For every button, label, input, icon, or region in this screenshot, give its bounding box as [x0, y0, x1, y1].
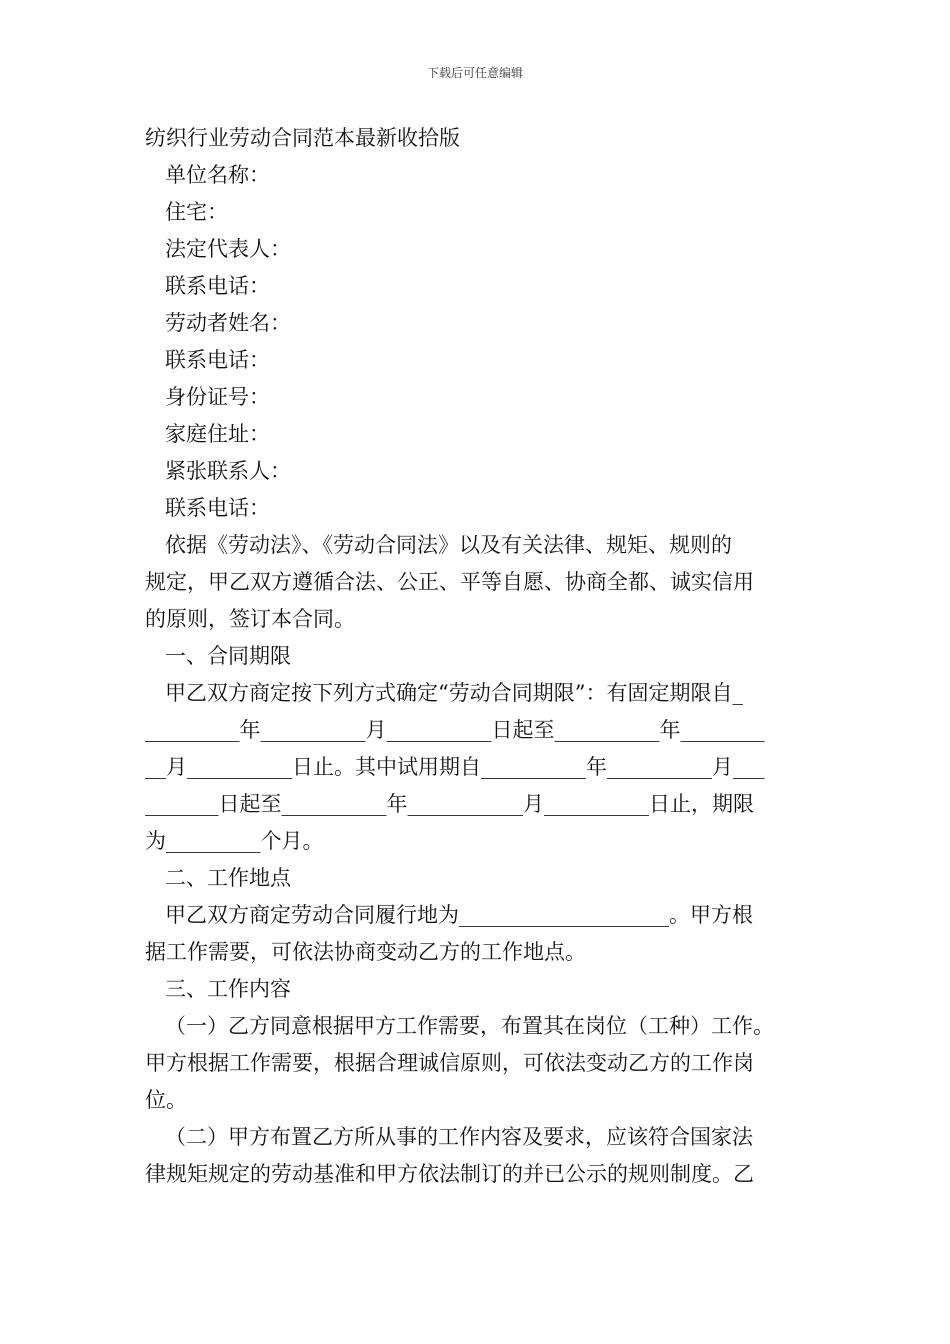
job-content-line: 甲方根据工作需要，根据合理诚信原则，可依法变动乙方的工作岗	[145, 1051, 754, 1075]
intro-line: 规定，甲乙双方遵循合法、公正、平等自愿、协商全都、诚实信用	[145, 570, 754, 594]
field-id-number: 身份证号：	[165, 385, 270, 409]
section-heading-term: 一、合同期限	[165, 644, 291, 668]
section-heading-job-content: 三、工作内容	[165, 977, 291, 1001]
job-content-line: （一）乙方同意根据甲方工作需要，布置其在岗位（工种）工作。	[165, 1014, 774, 1038]
term-line: 为_________个月。	[145, 829, 324, 853]
field-emergency-contact: 紧张联系人：	[165, 459, 291, 483]
intro-line: 依据《劳动法》、《劳动合同法》以及有关法律、规矩、规则的	[165, 533, 732, 557]
term-line: 甲乙双方商定按下列方式确定“劳动合同期限”：有固定期限自_	[165, 681, 743, 705]
term-line: _______日起至__________年___________月__________日止，期限	[145, 792, 754, 816]
field-employer-phone: 联系电话：	[165, 274, 270, 298]
field-residence: 住宅：	[165, 200, 228, 224]
workplace-line: 据工作需要，可依法协商变动乙方的工作地点。	[145, 940, 586, 964]
field-home-address: 家庭住址：	[165, 422, 270, 446]
document-title: 纺织行业劳动合同范本最新收拾版	[145, 126, 460, 150]
job-content-line: 位。	[145, 1088, 187, 1112]
document-body	[145, 120, 810, 1193]
field-worker-phone: 联系电话：	[165, 348, 270, 372]
term-line: _________年__________月__________日起至__________年________	[145, 718, 765, 742]
job-content-line: 律规矩规定的劳动基准和甲方依法制订的并已公示的规则制度。乙	[145, 1162, 754, 1186]
term-line: __月__________日止。其中试用期自__________年__________月___	[145, 755, 765, 779]
field-emergency-phone: 联系电话：	[165, 496, 270, 520]
page-header: 下载后可任意编辑	[426, 66, 523, 80]
workplace-line: 甲乙双方商定劳动合同履行地为____________________。甲方根	[165, 903, 753, 927]
job-content-line: （二）甲方布置乙方所从事的工作内容及要求，应该符合国家法	[165, 1125, 753, 1149]
section-heading-workplace: 二、工作地点	[165, 866, 291, 890]
field-unit-name: 单位名称：	[165, 163, 270, 187]
field-worker-name: 劳动者姓名：	[165, 311, 291, 335]
intro-line: 的原则，签订本合同。	[145, 607, 355, 631]
field-legal-representative: 法定代表人：	[165, 237, 291, 261]
